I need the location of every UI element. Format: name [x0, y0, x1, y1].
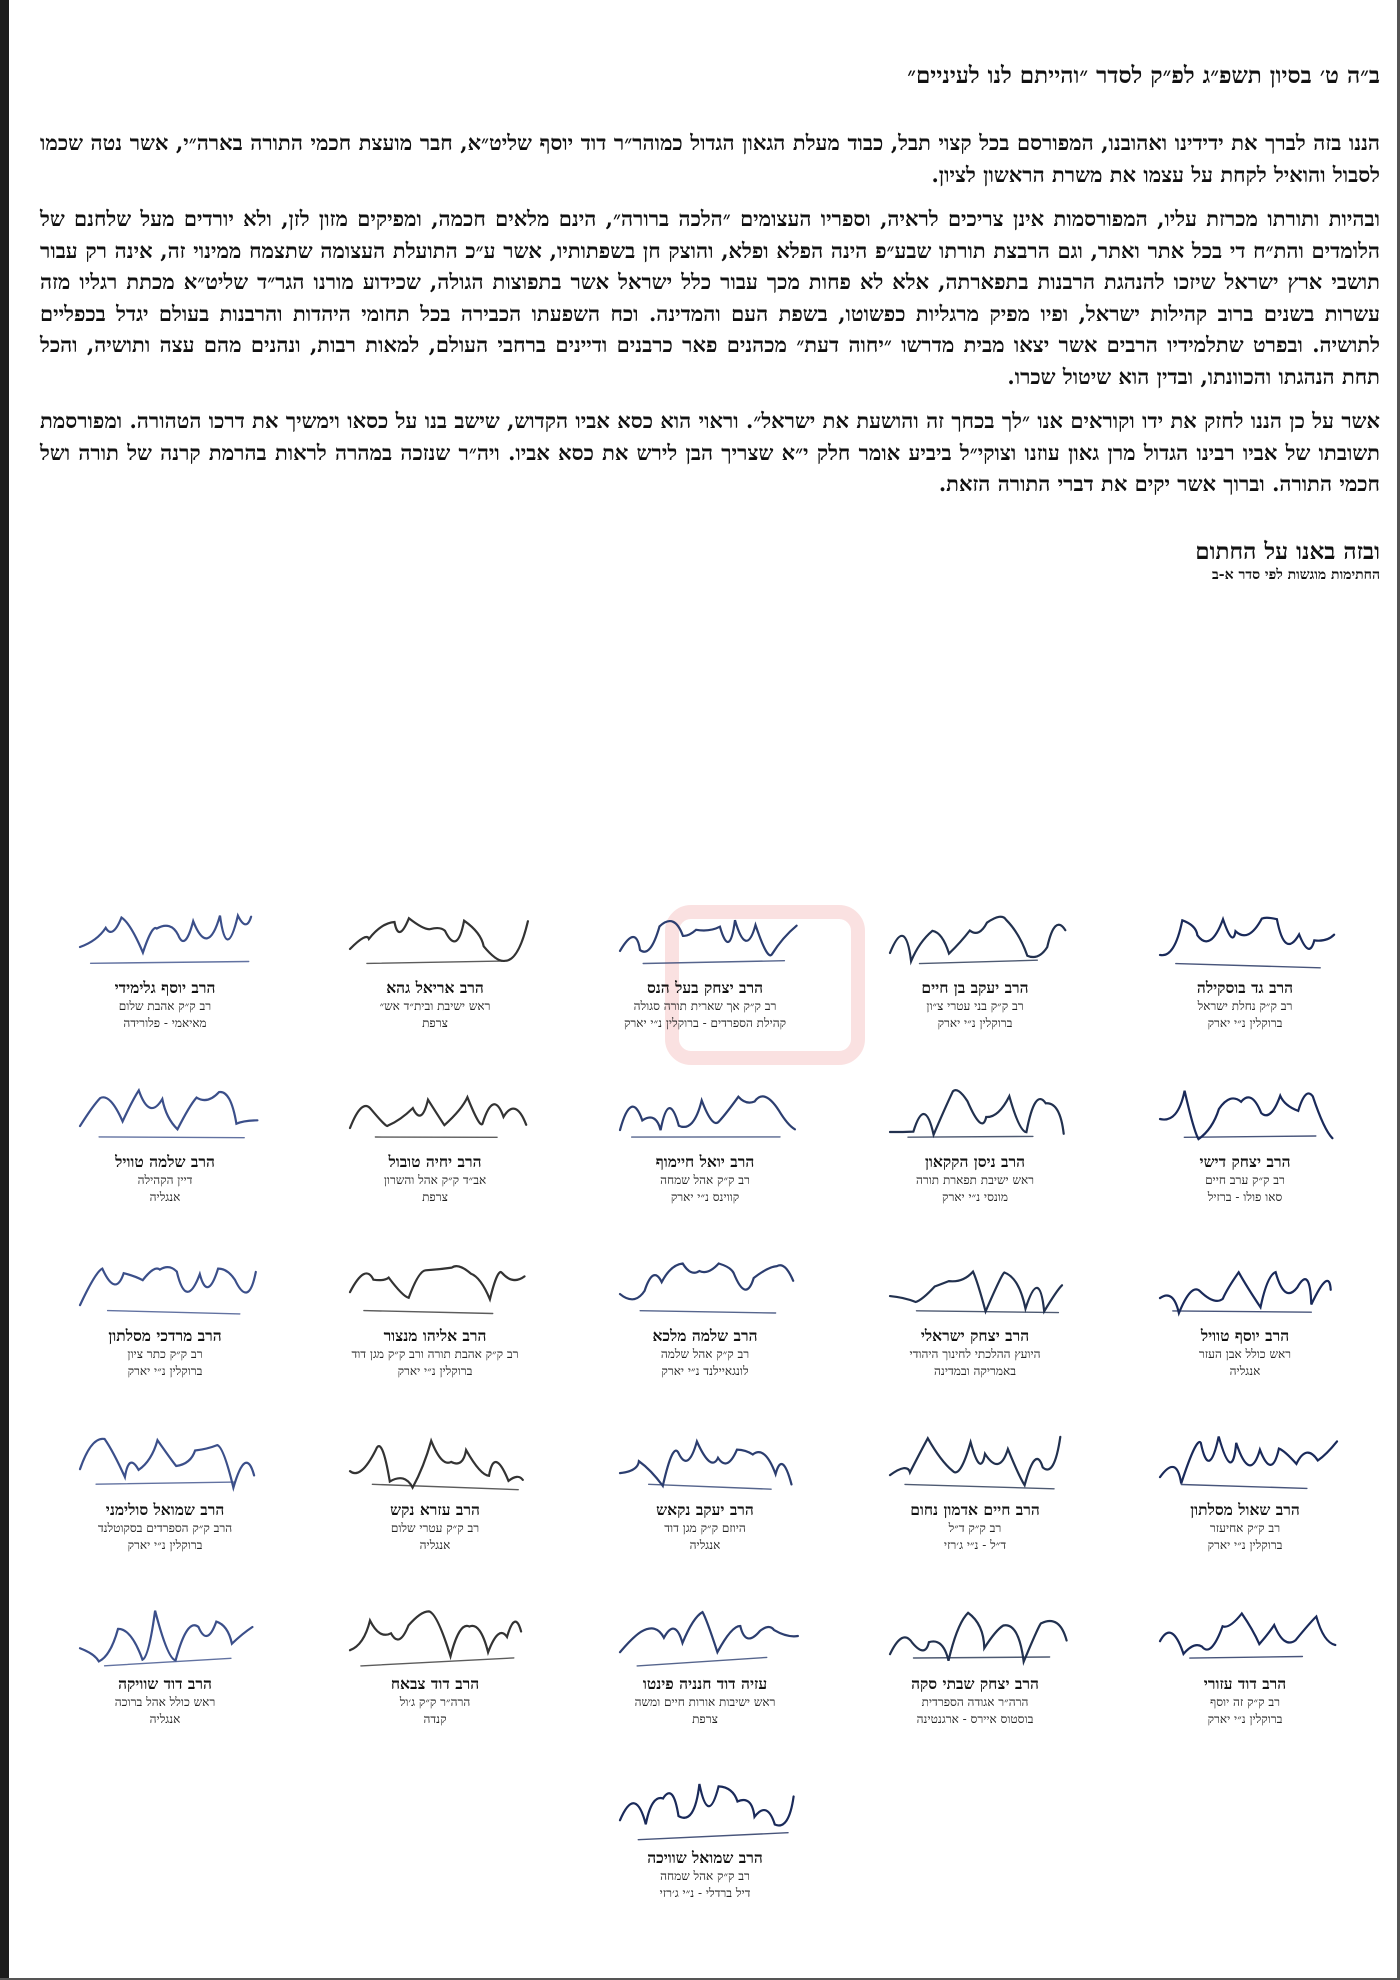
signer-name: הרב מרדכי מסלתון	[108, 1326, 222, 1345]
signature-block	[1110, 1402, 1380, 1554]
signer-name: הרב שלמה מלכא	[652, 1326, 758, 1345]
signer-location: באמריקה ובמדינה	[934, 1364, 1016, 1378]
signer-name: הרב יצחק ישראלי	[920, 1326, 1030, 1345]
signature-block	[300, 1054, 570, 1206]
signature-block	[570, 1228, 840, 1380]
handwritten-signature	[605, 1424, 805, 1496]
signer-location: קהילת הספרדים - ברוקלין נ״י יארק	[623, 1016, 787, 1030]
signer-location: צרפת	[692, 1712, 718, 1726]
signer-name: הרב דוד שוויקה	[118, 1674, 212, 1693]
signature-block	[1110, 1576, 1380, 1728]
signer-name: הרב ניסן הקקאון	[924, 1152, 1026, 1171]
signer-title: רב ק״ק אחיעזר	[1209, 1521, 1281, 1535]
signer-name: הרב יואל חיימוף	[655, 1152, 755, 1171]
handwritten-signature	[605, 1250, 805, 1322]
signer-title: ראש ישיבת ובית״ד אש״	[379, 999, 491, 1013]
signer-location: דיל ברדלי - נ״י ג׳רזי	[659, 1886, 751, 1900]
handwritten-signature	[65, 902, 265, 974]
signature-block	[570, 880, 840, 1032]
handwritten-signature	[335, 1424, 535, 1496]
signer-name: הרב שלמה טוויל	[115, 1152, 215, 1171]
signature-block	[300, 1228, 570, 1380]
signer-title: ראש ישיבות אורות חיים ומשה	[634, 1695, 776, 1709]
signer-location: צרפת	[422, 1016, 448, 1030]
signature-block	[1110, 880, 1380, 1032]
signer-name: עזיה דוד חנניה פינטו	[642, 1674, 768, 1693]
signer-title: רב ק״ק אהבת תורה ורב ק״ק מגן דוד	[351, 1347, 519, 1361]
page-left-border	[0, 0, 9, 1980]
letter-paragraph-2: ובהיות ותורתו מכרזת עליו, המפורסמות אינן צריכים לראיה, וספריו העצומים ״הלכה ברורה״, הינם מלאים חכמה, ומפיקים מזון לזן, ולא יורדים מעל שלחנם של הלומדים והת״ח די בכל אתר ואתר, וגם הרבצת תורתו שבע״פ הינה הפלא ופלא, והוצק חן בשפתותיו, אשר ע״כ התועלת העצומה שתצמח ממינוי זה, אינה רק עבור תושבי ארץ ישראל שיזכו להנהגת הרבנות בתפארתה, אלא לא פחות מכך עבור כלל ישראל אשר בתפוצות הגולה, שכידוע מורנו הגר״ד שליט״א מכתת רגליו מזה עשרות בשנים ברוב קהילות ישראל, ופיו מפיק מרגליות כפשוטו, בשפת העם והמדינה. וכח השפעתו הכבירה בכל תחומי היהדות והרבנות בעולם יגדל בכפליים לתושיה. ובפרט שתלמידיו הרבים אשר יצאו מבית מדרשו ״יחוה דעת״ מכהנים פאר כרבנים ודיינים ברחבי העולם, למאות רבות, ונהנים מהם עצה ותושיה, והכל תחת הנהגתו והכוונתו, ובדין הוא שיטול שכרו.	[40, 206, 1380, 389]
handwritten-signature	[65, 1598, 265, 1670]
signature-block	[30, 880, 300, 1032]
signer-title: רב ק״ק אהל שלמה	[660, 1347, 750, 1361]
handwritten-signature	[875, 1076, 1075, 1148]
handwritten-signature	[335, 1250, 535, 1322]
signer-location: סאו פולו - ברזיל	[1207, 1190, 1283, 1204]
handwritten-signature	[1145, 1250, 1345, 1322]
signer-location: אנגליה	[419, 1538, 451, 1552]
signer-title: רב ק״ק זה יוסף	[1209, 1695, 1281, 1709]
handwritten-signature	[1145, 1598, 1345, 1670]
signer-title: רב ק״ק ד״ל	[948, 1521, 1002, 1535]
signature-block	[30, 1054, 300, 1206]
handwritten-signature	[65, 1424, 265, 1496]
handwritten-signature	[875, 1424, 1075, 1496]
signer-location: מונסי נ״י יארק	[942, 1190, 1008, 1204]
handwritten-signature	[335, 1598, 535, 1670]
signer-location: מאיאמי - פלורידה	[123, 1016, 207, 1030]
signature-block	[300, 1402, 570, 1554]
signer-location: לונגאיילנד נ״י יארק	[661, 1364, 749, 1378]
signer-location: ברוקלין נ״י יארק	[937, 1016, 1013, 1030]
signer-title: דיין הקהילה	[137, 1173, 193, 1187]
signer-title: רב ק״ק אך שארית תורה סגולה	[633, 999, 777, 1013]
signature-block	[30, 1228, 300, 1380]
signer-title: הרב ק״ק הספרדים בסקוטלנד	[97, 1521, 233, 1535]
signature-block	[570, 1750, 840, 1902]
signer-name: הרב חיים אדמון נחום	[910, 1500, 1040, 1519]
signer-title: אב״ד ק״ק אהל והשרון	[383, 1173, 487, 1187]
signer-name: הרב יצחק שבתי סקה	[911, 1674, 1039, 1693]
handwritten-signature	[875, 1250, 1075, 1322]
letter-paragraph-1: הננו בזה לברך את ידידינו ואהובנו, המפורסם בכל קצוי תבל, כבוד מעלת הגאון הגדול כמוהר״ר דוד יוסף שליט״א, חבר מועצת חכמי התורה בארה״י, אשר נטה שכמו לסבול והואיל לקחת על עצמו את משרת הראשון לציון.	[40, 130, 1380, 187]
signer-title: רב ק״ק אהל שמחה	[660, 1173, 750, 1187]
signer-title: רב ק״ק בני עטרי צ״ון	[926, 999, 1024, 1013]
signer-location: ברוקלין נ״י יארק	[127, 1364, 203, 1378]
signer-name: הרב יצחק דישי	[1199, 1152, 1291, 1171]
handwritten-signature	[875, 1598, 1075, 1670]
handwritten-signature	[875, 902, 1075, 974]
signature-block	[840, 1402, 1110, 1554]
letter-body	[40, 62, 1380, 584]
signer-title: הרה״ר אגודה הספרדית	[921, 1695, 1029, 1709]
signature-block	[30, 1402, 300, 1554]
signer-name: הרב גד בוסקילה	[1196, 978, 1294, 997]
signer-location: ברוקלין נ״י יארק	[127, 1538, 203, 1552]
handwritten-signature	[1145, 1076, 1345, 1148]
handwritten-signature	[605, 1598, 805, 1670]
signer-title: רב ק״ק אהבת שלום	[118, 999, 212, 1013]
handwritten-signature	[335, 902, 535, 974]
handwritten-signature	[65, 1076, 265, 1148]
signer-location: ברוקלין נ״י יארק	[1207, 1016, 1283, 1030]
signer-name: הרב עזרא נקש	[390, 1500, 480, 1519]
handwritten-signature	[65, 1250, 265, 1322]
signer-location: ד״ל - נ״י ג׳רזי	[943, 1538, 1007, 1552]
signer-title: רב ק״ק עטרי שלום	[390, 1521, 480, 1535]
signer-title: ראש כולל אהל ברוכה	[114, 1695, 216, 1709]
signer-location: אנגליה	[149, 1712, 181, 1726]
signer-name: הרב יצחק בעל הנס	[646, 978, 764, 997]
signature-block	[570, 1054, 840, 1206]
signatures-grid	[30, 880, 1380, 1902]
signature-block	[1110, 1054, 1380, 1206]
signer-location: ברוקלין נ״י יארק	[1207, 1538, 1283, 1552]
signer-title: רב ק״ק אהל שמחה	[660, 1869, 750, 1883]
signer-title: רב ק״ק נחלת ישראל	[1197, 999, 1293, 1013]
signatures-order-note: החתימות מוגשות לפי סדר א-ב	[1212, 566, 1380, 583]
letter-closing: ובזה באנו על החתום	[1195, 537, 1380, 565]
signer-location: אנגליה	[689, 1538, 721, 1552]
signer-location: צרפת	[422, 1190, 448, 1204]
signer-name: הרב יעקב בן חיים	[921, 978, 1029, 997]
signer-name: הרב יחיה טובול	[388, 1152, 482, 1171]
handwritten-signature	[1145, 1424, 1345, 1496]
signature-block	[570, 1576, 840, 1728]
signer-name: הרב דוד עזורי	[1203, 1674, 1287, 1693]
signature-block	[840, 880, 1110, 1032]
signer-location: קנדה	[423, 1712, 447, 1726]
handwritten-signature	[335, 1076, 535, 1148]
signature-block	[570, 1402, 840, 1554]
signer-name: הרב אריאל גהא	[386, 978, 484, 997]
signer-name: הרב יוסף גלימידי	[114, 978, 216, 997]
signer-location: ברוקלין נ״י יארק	[397, 1364, 473, 1378]
signature-block	[1110, 1228, 1380, 1380]
handwritten-signature	[1145, 902, 1345, 974]
signer-name: הרב דוד צבאח	[390, 1674, 480, 1693]
signer-location: בוסטוס איירס - ארגנטינה	[916, 1712, 1034, 1726]
signature-block	[840, 1054, 1110, 1206]
signer-name: הרב יוסף טוויל	[1200, 1326, 1290, 1345]
signer-location: ברוקלין נ״י יארק	[1207, 1712, 1283, 1726]
signer-location: אנגליה	[149, 1190, 181, 1204]
letter-date-heading: ב״ה ט׳ בסיון תשפ״ג לפ״ק לסדר ״והייתם לנו לעיניים״	[907, 62, 1380, 89]
signer-title: היועץ ההלכתי לחינוך היהודי	[909, 1347, 1041, 1361]
signer-name: הרב שמואל סולימני	[105, 1500, 225, 1519]
letter-paragraph-3: אשר על כן הננו לחזק את ידו וקוראים אנו ״לך בכחך זה והושעת את ישראל״. וראוי הוא כסא אביו הקדוש, שישב בנו על כסאו וימשיך את דרכו הטהורה. ומפורסמת תשובתו של אביו רבינו הגדול מרן גאון עוזנו וצוקי״ל ביביע אומר חלק י״א שצריך הבן לירש את כסא אביו. ויה״ר שנזכה במהרה לראות בהרמת קרנה של תורה ושל חכמי התורה. וברוך אשר יקים את דברי התורה הזאת.	[40, 408, 1380, 496]
signature-block	[30, 1576, 300, 1728]
signer-name: הרב שאול מסלתון	[1190, 1500, 1300, 1519]
signature-block	[840, 1228, 1110, 1380]
handwritten-signature	[605, 902, 805, 974]
signature-block	[300, 1576, 570, 1728]
signer-title: רב ק״ק כתר ציון	[127, 1347, 203, 1361]
signer-name: הרב יעקב נקאש	[656, 1500, 754, 1519]
handwritten-signature	[605, 1076, 805, 1148]
signer-name: הרב שמואל שוויכה	[647, 1848, 763, 1867]
signature-block	[840, 1576, 1110, 1728]
signer-title: ראש כולל אבן העזר	[1198, 1347, 1292, 1361]
signer-location: קווינס נ״י יארק	[670, 1190, 740, 1204]
signer-name: הרב אליהו מנצור	[383, 1326, 487, 1345]
signer-title: הרה״ר ק״ק ג׳ול	[399, 1695, 471, 1709]
signer-title: רב ק״ק ערב חיים	[1205, 1173, 1285, 1187]
signer-title: היוזם ק״ק מגן דוד	[664, 1521, 746, 1535]
handwritten-signature	[605, 1772, 805, 1844]
signer-title: ראש ישיבת תפארת תורה	[915, 1173, 1035, 1187]
signature-block	[300, 880, 570, 1032]
signer-location: אנגליה	[1229, 1364, 1261, 1378]
